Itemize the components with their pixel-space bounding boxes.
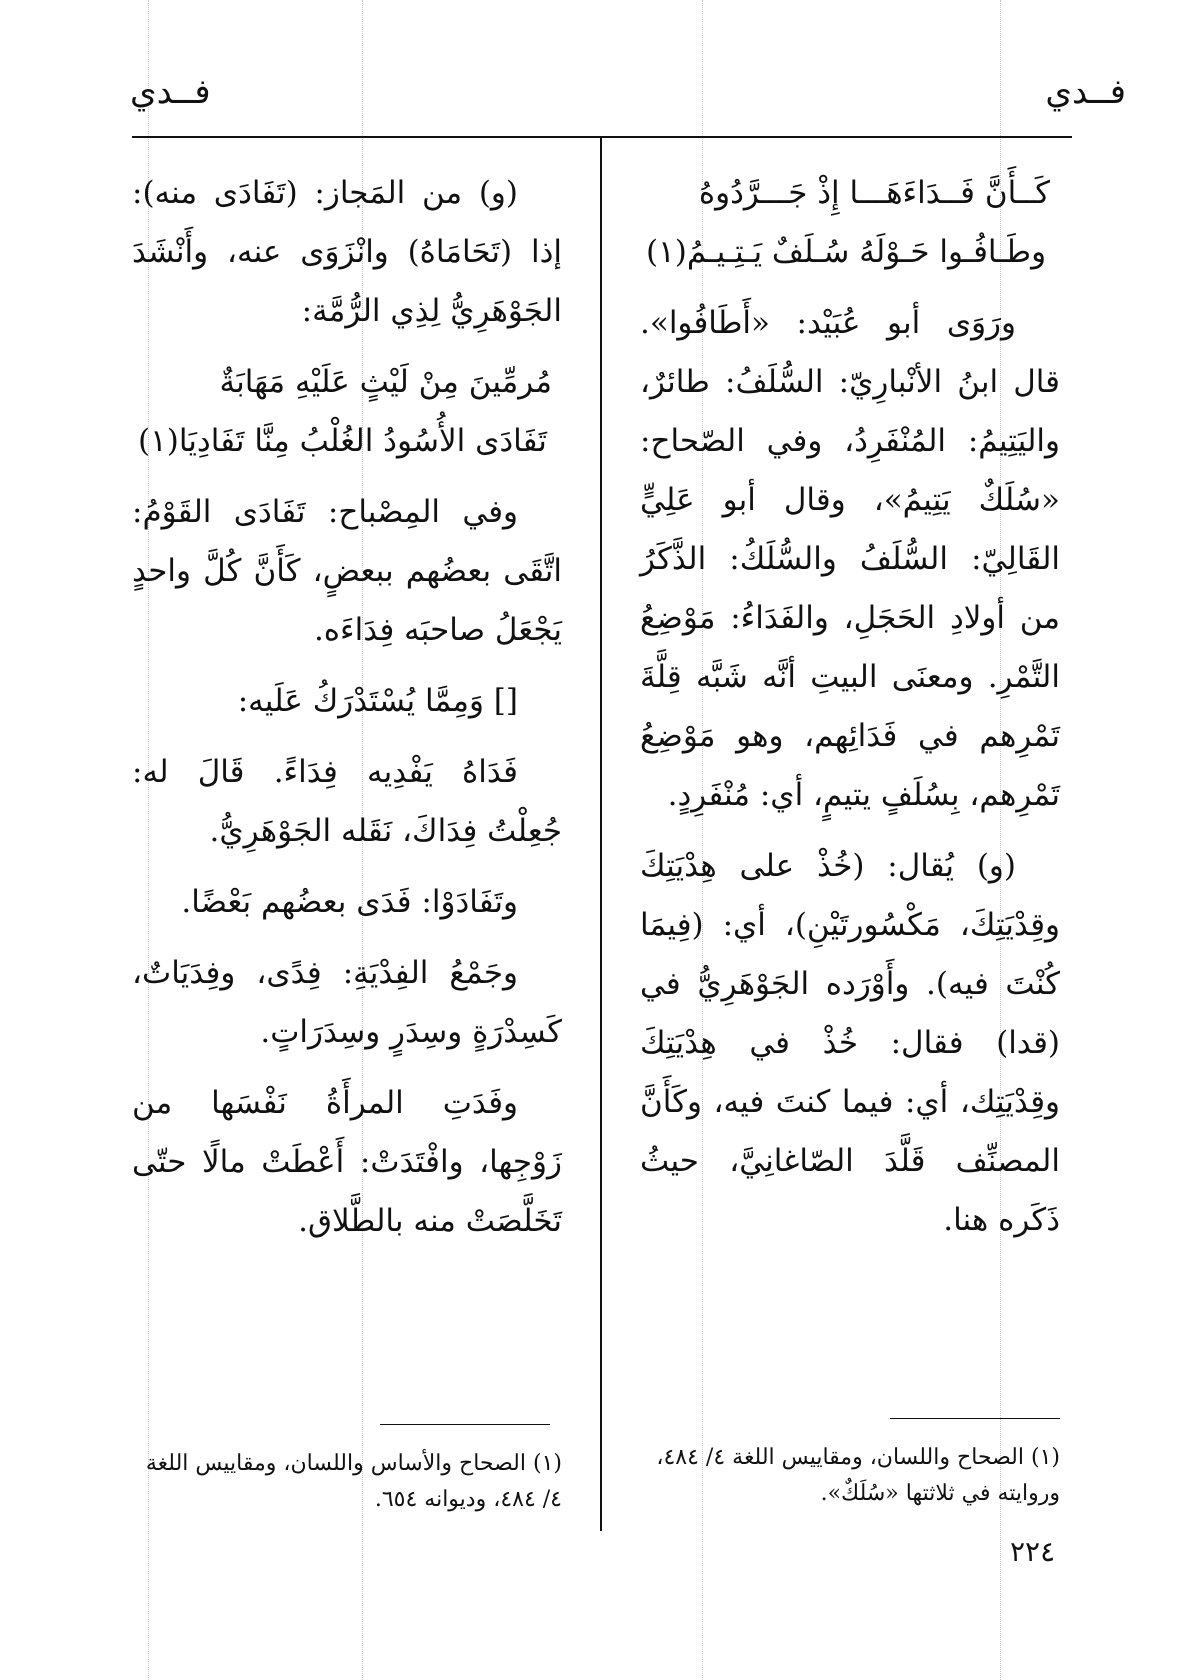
footnote-rule-left <box>380 1424 550 1425</box>
verse-line-1: كَــأَنَّ فَــدَاءَهَـــا إِذْ جَـــرَّدُوهُ <box>698 175 1050 211</box>
paragraph: فَدَاهُ يَفْدِيه فِدَاءً. قَالَ له: جُعِلْتُ فِدَاكَ، نَقَله الجَوْهَرِيُّ. <box>132 754 562 849</box>
verse-line-2: تَفَادَى الأُسُودُ الغُلْبُ مِنَّا تَفَادِيَا(١) <box>138 423 547 459</box>
verse <box>640 164 1060 282</box>
verse <box>132 353 562 471</box>
verse-line-2: وطَـافُـوا حَـوْلَهُ سُـلَفٌ يَـتِـيـمُ(١) <box>646 234 1047 270</box>
paragraph: [] وَمِمَّا يُسْتَدْرَكُ عَلَيه: <box>237 683 518 719</box>
paragraph: وفَدَتِ المرأَةُ نَفْسَها من زَوْجِها، وافْتَدَتْ: أَعْطَتْ مالًا حتّى تَخَلَّصَتْ منه بالطَّلاق. <box>132 1085 562 1239</box>
running-header-right: فــدي <box>1045 72 1126 112</box>
paragraph: وفي المِصْباح: تَفَادَى القَوْمُ: اتَّقَى بعضُهم ببعضٍ، كَأَنَّ كُلَّ واحدٍ يَجْعَلُ صاحبَه فِدَاءَه. <box>132 494 562 648</box>
footnote-left: (١) الصحاح والأساس واللسان، ومقاييس اللغة ٤/ ٤٨٤، وديوانه ٦٥٤. <box>145 1451 562 1512</box>
column-divider <box>600 136 602 1531</box>
verse-line-1: مُرمِّينَ مِنْ لَيْثٍ عَلَيْهِ مَهَابَةٌ <box>219 364 552 400</box>
header-rule <box>132 136 1072 138</box>
paragraph: ورَوَى أبو عُبَيْد: «أَطَافُوا». قال ابنُ الأنْبارِيّ: السُّلَفُ: طائرٌ، واليَتِيمُ: المُنْفَرِدُ، وفي الصّحاح: «سُلَكٌ يَتِيمُ»، وقال أبو عَلِيٍّ القَالِيّ: السُّلَفُ والسُّلَكُ: الذَّكَرُ من أولادِ الحَجَلِ، والفَدَاءُ: مَوْضِعُ التَّمْرِ. ومعنَى البيتِ أنَّه شَبَّه قِلَّةَ تَمْرِهم في فَدَائِهم، وهو مَوْضِعُ تَمْرِهم، بِسُلَفٍ يتيمٍ، أي: مُنْفَرِدٍ. <box>640 305 1060 813</box>
page-number: ٢٢٤ <box>1010 1535 1056 1568</box>
left-column <box>132 164 562 1263</box>
running-header-left: فــدي <box>130 72 211 112</box>
right-column <box>640 164 1060 1262</box>
footnote-rule-right <box>890 1418 1060 1419</box>
paragraph: وجَمْعُ الفِدْيَةِ: فِدًى، وفِدَيَاتٌ، كَسِدْرَةٍ وسِدَرٍ وسِدَرَاتٍ. <box>132 955 562 1050</box>
footnote-right: (١) الصحاح واللسان، ومقاييس اللغة ٤/ ٤٨٤، وروايته في ثلاثتها «سُلَكٌ». <box>656 1445 1060 1506</box>
paragraph: (و) يُقال: (خُذْ على هِدْيَتِكَ وقِدْيَتِكَ، مَكْسُورتَيْنِ)، أي: (فِيمَا كُنْتَ فيه). وأَوْرَده الجَوْهَرِيُّ في (قدا) فقال: خُذْ في هِدْيَتِكَ وقِدْيَتِك، أي: فيما كنتَ فيه، وكَأَنَّ المصنِّف قَلَّدَ الصّاغانِيَّ، حيثُ ذَكَره هنا. <box>640 848 1060 1238</box>
paragraph: وتَفَادَوْا: فَدَى بعضُهم بَعْضًا. <box>181 884 518 920</box>
paragraph: (و) من المَجاز: (تَفَادَى منه): إذا (تَحَامَاهُ) وانْزَوَى عنه، وأَنْشَدَ الجَوْهَرِيُّ لِذِي الرُّمَّة: <box>132 175 562 329</box>
